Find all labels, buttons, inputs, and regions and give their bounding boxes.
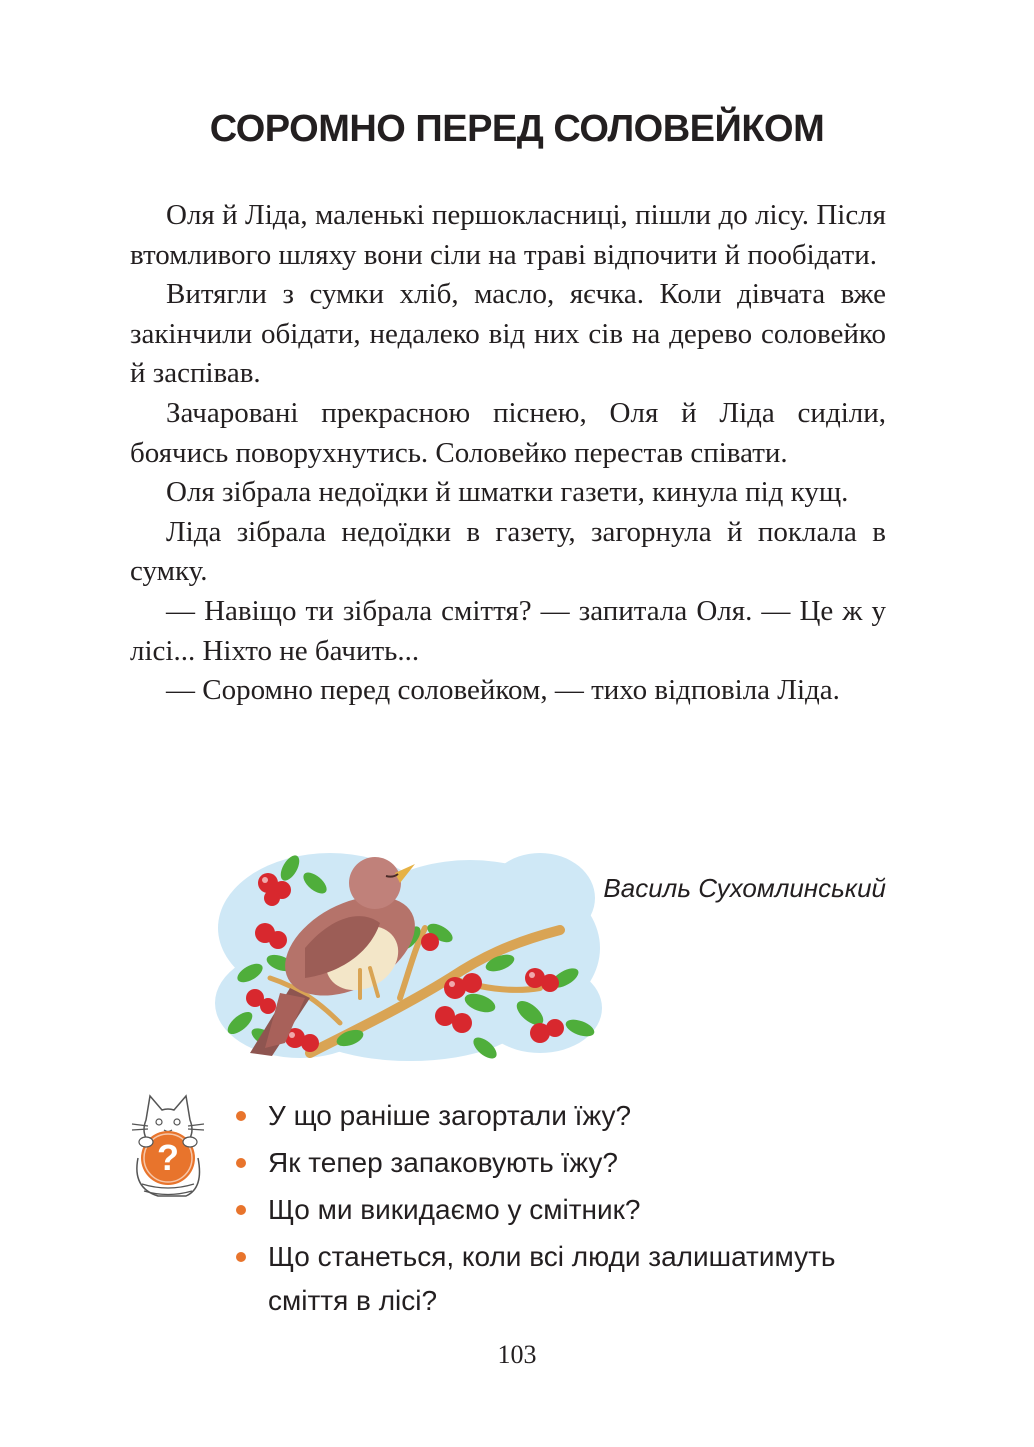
question-mark: ? [157, 1137, 179, 1178]
list-item [236, 1094, 916, 1138]
question-list [236, 1094, 916, 1326]
story-paragraph: Оля зібрала недоїдки й шматки газети, кинула під кущ. [166, 476, 849, 509]
story-paragraph: Ліда зібрала недоїдки в газету, загорнула й поклала в сумку. [130, 515, 886, 588]
bullet-icon [236, 1111, 246, 1121]
story-paragraph: — Соромно перед соловейком, — тихо відповіла Ліда. [166, 674, 840, 707]
page-number: 103 [497, 1340, 537, 1369]
bullet-icon [236, 1205, 246, 1215]
nightingale-on-branch-icon [210, 838, 610, 1073]
question-text: Що станеться, коли всі люди залишатимуть сміття в лісі? [268, 1241, 836, 1316]
list-item [236, 1235, 916, 1323]
cat-question-icon [128, 1088, 206, 1205]
story-paragraph: Оля й Ліда, маленькі першокласниці, пішли до лісу. Після втомливого шляху вони сіли на траві відпочити й пообідати. [130, 199, 886, 271]
list-item [236, 1188, 916, 1232]
story-paragraph: Витягли з сумки хліб, масло, яєчка. Коли дівчата вже закінчили обідати, недалеко від них сів на дерево соловейко й заспівав. [130, 278, 886, 390]
question-text: У що раніше загортали їжу? [268, 1100, 632, 1131]
bullet-icon [236, 1252, 246, 1262]
question-text: Що ми викидаємо у смітник? [268, 1194, 641, 1225]
story-paragraph: Зачаровані прекрасною піснею, Оля й Ліда сиділи, боячись поворухнутись. Соловейко перестав співати. [130, 396, 886, 469]
question-text: Як тепер запаковують їжу? [268, 1147, 618, 1178]
author-name: Василь Сухомлинський [603, 873, 886, 903]
story-text [130, 196, 886, 711]
story-paragraph: — Навіщо ти зібрала сміття? — запитала Оля. — Це ж у лісі... Ніхто не бачить... [130, 594, 886, 667]
bullet-icon [236, 1158, 246, 1168]
list-item [236, 1141, 916, 1185]
page-title: СОРОМНО ПЕРЕД СОЛОВЕЙКОМ [209, 108, 825, 150]
